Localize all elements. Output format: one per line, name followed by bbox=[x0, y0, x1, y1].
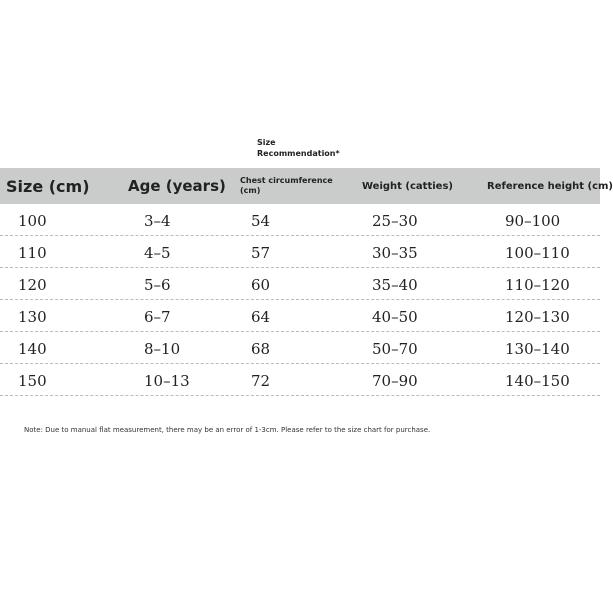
cell-age: 3–4 bbox=[144, 212, 171, 230]
size-recommendation-title bbox=[257, 137, 340, 159]
table-row bbox=[0, 268, 600, 300]
header-age: Age (years) bbox=[128, 177, 226, 195]
title-line-2: Recommendation* bbox=[257, 149, 340, 158]
cell-reference-height: 100–110 bbox=[505, 244, 570, 262]
header-reference-height: Reference height (cm) bbox=[487, 180, 613, 192]
title-line-1: Size bbox=[257, 138, 276, 147]
cell-size: 150 bbox=[18, 372, 47, 390]
size-table-body bbox=[0, 204, 600, 396]
cell-age: 6–7 bbox=[144, 308, 171, 326]
table-row bbox=[0, 332, 600, 364]
cell-reference-height: 130–140 bbox=[505, 340, 570, 358]
header-chest: Chest circumference (cm) bbox=[240, 176, 333, 195]
cell-size: 100 bbox=[18, 212, 47, 230]
measurement-note: Note: Due to manual flat measurement, there may be an error of 1-3cm. Please refer to the size chart for purchase. bbox=[24, 426, 431, 434]
cell-size: 110 bbox=[18, 244, 47, 262]
table-row bbox=[0, 300, 600, 332]
cell-age: 4–5 bbox=[144, 244, 171, 262]
cell-reference-height: 90–100 bbox=[505, 212, 561, 230]
cell-weight: 70–90 bbox=[372, 372, 418, 390]
cell-weight: 35–40 bbox=[372, 276, 418, 294]
table-row bbox=[0, 364, 600, 396]
cell-size: 130 bbox=[18, 308, 47, 326]
cell-chest: 57 bbox=[251, 244, 271, 262]
cell-age: 5–6 bbox=[144, 276, 171, 294]
cell-weight: 30–35 bbox=[372, 244, 418, 262]
table-row bbox=[0, 204, 600, 236]
cell-age: 10–13 bbox=[144, 372, 190, 390]
cell-weight: 25–30 bbox=[372, 212, 418, 230]
table-row bbox=[0, 236, 600, 268]
cell-reference-height: 120–130 bbox=[505, 308, 570, 326]
cell-weight: 50–70 bbox=[372, 340, 418, 358]
header-size: Size (cm) bbox=[6, 176, 90, 196]
cell-reference-height: 140–150 bbox=[505, 372, 570, 390]
cell-age: 8–10 bbox=[144, 340, 181, 358]
cell-size: 140 bbox=[18, 340, 47, 358]
cell-chest: 60 bbox=[251, 276, 271, 294]
cell-chest: 64 bbox=[251, 308, 271, 326]
cell-reference-height: 110–120 bbox=[505, 276, 570, 294]
cell-chest: 54 bbox=[251, 212, 271, 230]
table-header bbox=[0, 168, 613, 204]
cell-chest: 72 bbox=[251, 372, 271, 390]
header-weight: Weight (catties) bbox=[362, 180, 453, 192]
cell-size: 120 bbox=[18, 276, 47, 294]
cell-weight: 40–50 bbox=[372, 308, 418, 326]
cell-chest: 68 bbox=[251, 340, 271, 358]
